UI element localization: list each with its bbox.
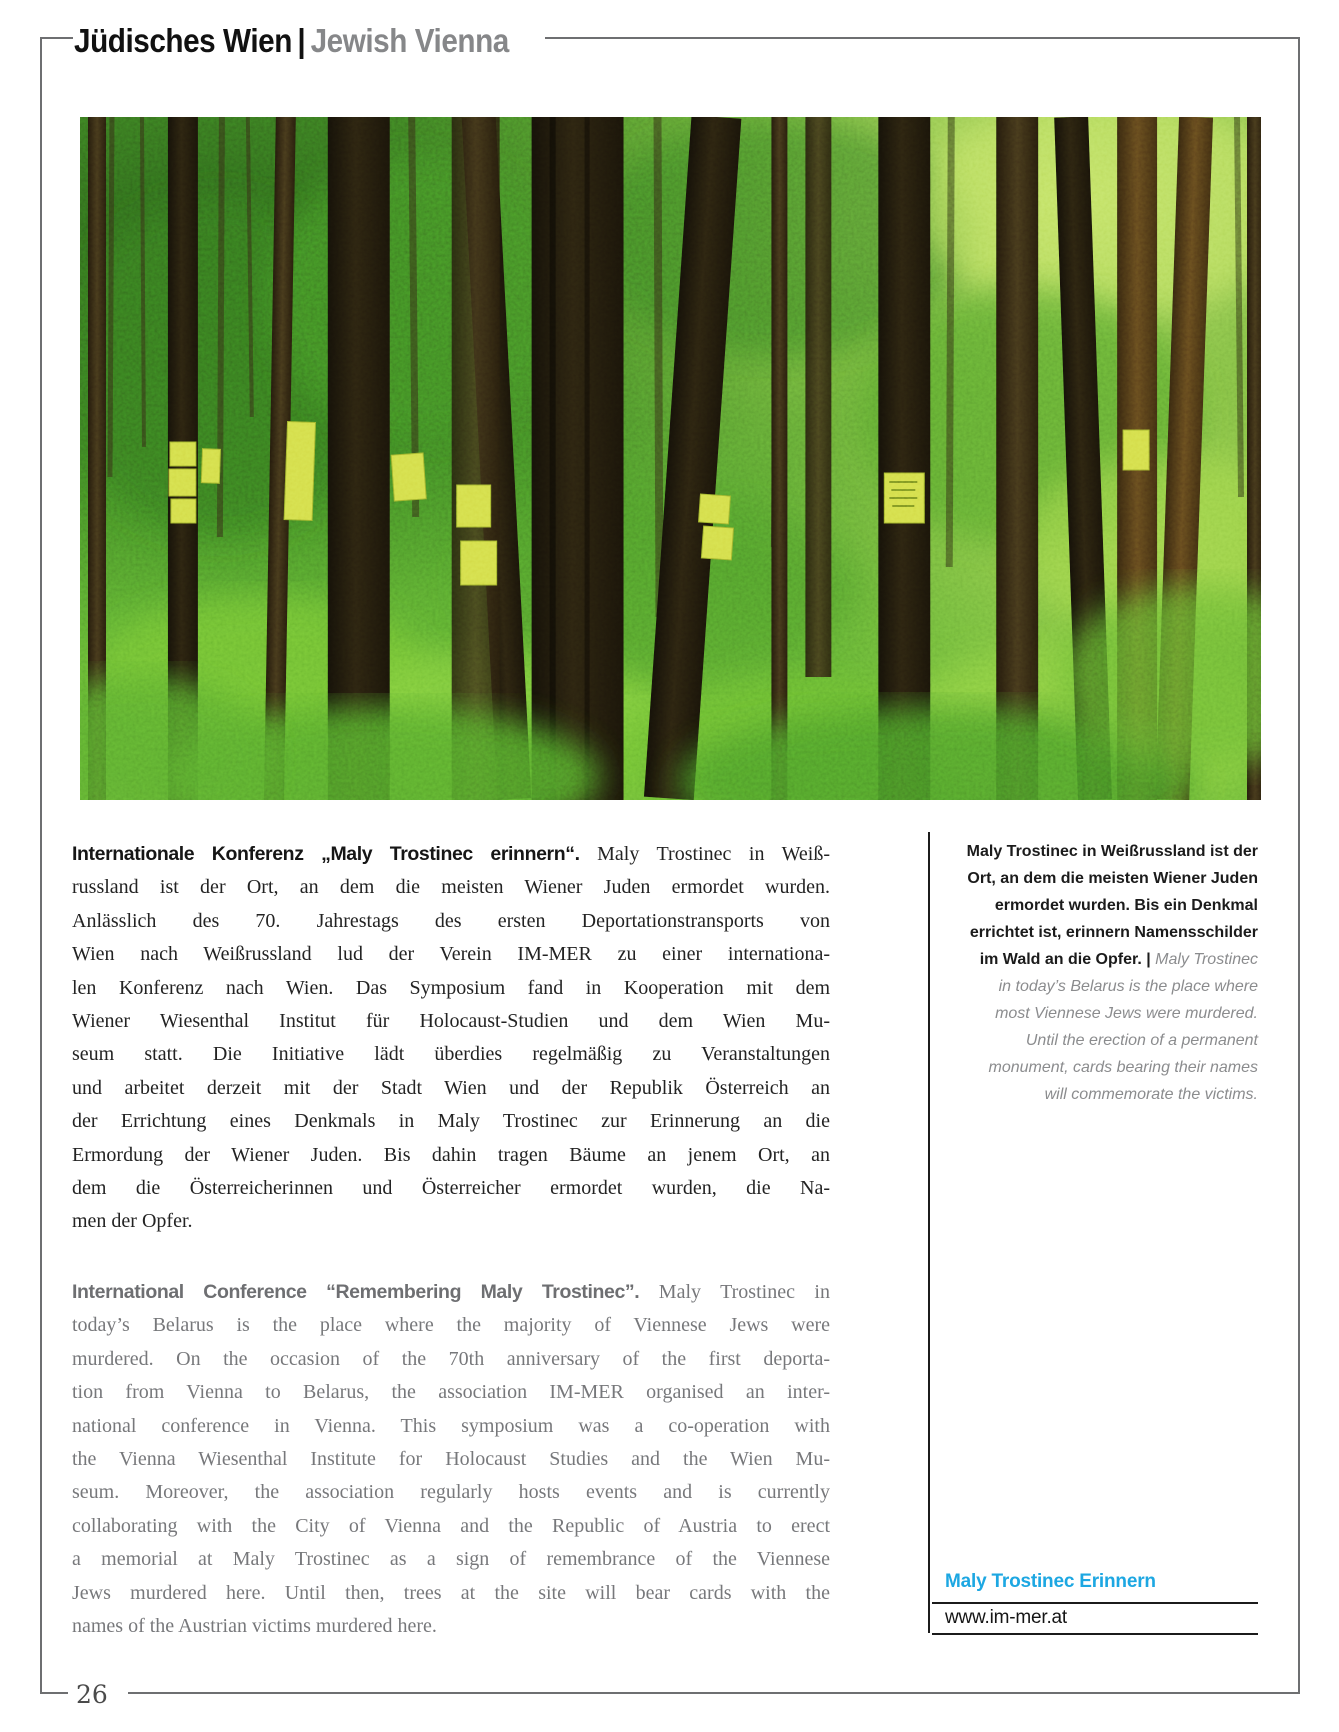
text-line — [936, 946, 1258, 973]
frame-bottom-left-rule — [40, 1692, 68, 1694]
text-line: Jews murdered here. Until then, trees at the site will bear cards with the — [72, 1581, 830, 1604]
memorial-forest-photo — [80, 117, 1261, 800]
english-paragraph — [72, 1276, 830, 1643]
paragraph-text: men der Opfer. — [72, 1210, 193, 1233]
caption-german-text: Maly Trostinec in Weißrussland ist der — [966, 843, 1258, 860]
caption-english-text: Maly Trostinec — [1155, 951, 1258, 968]
caption-english-text: will commemorate the victims. — [1044, 1086, 1258, 1103]
text-line: Wien nach Weißrussland lud der Verein IM-MER zu einer internationa- — [72, 943, 830, 966]
page-title — [74, 22, 509, 60]
text-line — [72, 1610, 830, 1643]
text-line: a memorial at Maly Trostinec as a sign of remembrance of the Viennese — [72, 1548, 830, 1571]
page-title-german: Jüdisches Wien — [74, 22, 292, 59]
text-line — [936, 838, 1258, 865]
text-line — [936, 973, 1258, 1000]
paragraph-lead: Internationale Konferenz „Maly Trostinec erinnern“. — [72, 843, 580, 865]
frame-bottom-rule — [128, 1692, 1300, 1694]
paragraph-lead: International Conference “Remembering Maly Trostinec”. — [72, 1281, 640, 1303]
link-rule-bottom — [932, 1633, 1258, 1635]
text-line: today’s Belarus is the place where the majority of Viennese Jews were — [72, 1314, 830, 1337]
text-line — [936, 1027, 1258, 1054]
text-line — [936, 892, 1258, 919]
link-rule-top — [932, 1602, 1258, 1604]
page-title-separator: | — [297, 22, 306, 59]
caption-english-text: most Viennese Jews were murdered. — [995, 1005, 1258, 1022]
text-line — [936, 1054, 1258, 1081]
paragraph-text: names of the Austrian victims murdered here. — [72, 1615, 437, 1638]
text-line: Wiener Wiesenthal Institut für Holocaust-Studien und dem Wien Mu- — [72, 1010, 830, 1033]
text-line: Ermordung der Wiener Juden. Bis dahin tragen Bäume an jenem Ort, an — [72, 1143, 830, 1166]
sidebar-divider — [928, 832, 930, 1633]
frame-top-right-rule — [545, 37, 1300, 39]
text-line: und arbeitet derzeit mit der Stadt Wien und der Republik Österreich an — [72, 1076, 830, 1099]
text-line — [936, 1000, 1258, 1027]
paragraph-text: Maly Trostinec in Weiß- — [579, 843, 831, 865]
link-im-mer-website[interactable]: www.im-mer.at — [945, 1607, 1067, 1628]
text-line: tion from Vienna to Belarus, the association IM-MER organised an inter- — [72, 1381, 830, 1404]
text-line: seum statt. Die Initiative lädt überdies regelmäßig zu Veranstaltungen — [72, 1043, 830, 1066]
caption-english-text: monument, cards bearing their names — [988, 1059, 1258, 1076]
text-line: der Errichtung eines Denkmals in Maly Trostinec zur Erinnerung an die — [72, 1110, 830, 1133]
text-line — [72, 838, 830, 871]
caption-german-text: ermordet wurden. Bis ein Denkmal — [994, 897, 1258, 914]
caption-german-text: Ort, an dem die meisten Wiener Juden — [967, 870, 1258, 887]
text-line: dem die Österreicherinnen und Österreicher ermordet wurden, die Na- — [72, 1177, 830, 1200]
frame-top-left-rule — [40, 37, 73, 39]
foliage-texture-overlay — [80, 117, 1261, 800]
text-line: len Konferenz nach Wien. Das Symposium fand in Kooperation mit dem — [72, 976, 830, 999]
caption-english-text: in today’s Belarus is the place where — [998, 978, 1258, 995]
photo-caption — [936, 838, 1258, 1108]
text-line: collaborating with the City of Vienna and the Republic of Austria to erect — [72, 1514, 830, 1537]
page-title-english: Jewish Vienna — [310, 22, 509, 59]
caption-german-text: im Wald an die Opfer. | — [979, 951, 1156, 968]
text-line — [936, 865, 1258, 892]
link-maly-trostinec-erinnern[interactable]: Maly Trostinec Erinnern — [945, 1571, 1156, 1592]
text-line: russland ist der Ort, an dem die meisten Wiener Juden ermordet wurden. — [72, 876, 830, 899]
text-line — [936, 919, 1258, 946]
text-line: Anlässlich des 70. Jahrestags des ersten Deportationstransports von — [72, 909, 830, 932]
german-paragraph — [72, 838, 830, 1239]
page-number: 26 — [76, 1680, 108, 1709]
text-line: seum. Moreover, the association regularly hosts events and is currently — [72, 1481, 830, 1504]
text-line: the Vienna Wiesenthal Institute for Holocaust Studies and the Wien Mu- — [72, 1448, 830, 1471]
text-line — [72, 1276, 830, 1309]
text-line: national conference in Vienna. This symposium was a co-operation with — [72, 1414, 830, 1437]
frame-right-rule — [1298, 37, 1300, 1694]
text-line: murdered. On the occasion of the 70th anniversary of the first deporta- — [72, 1347, 830, 1370]
caption-german-text: errichtet ist, erinnern Namensschilder — [969, 924, 1258, 941]
frame-left-rule — [40, 37, 42, 1694]
paragraph-text: Maly Trostinec in — [639, 1281, 830, 1303]
text-line — [936, 1081, 1258, 1108]
text-line — [72, 1205, 830, 1238]
caption-english-text: Until the erection of a permanent — [1025, 1032, 1258, 1049]
